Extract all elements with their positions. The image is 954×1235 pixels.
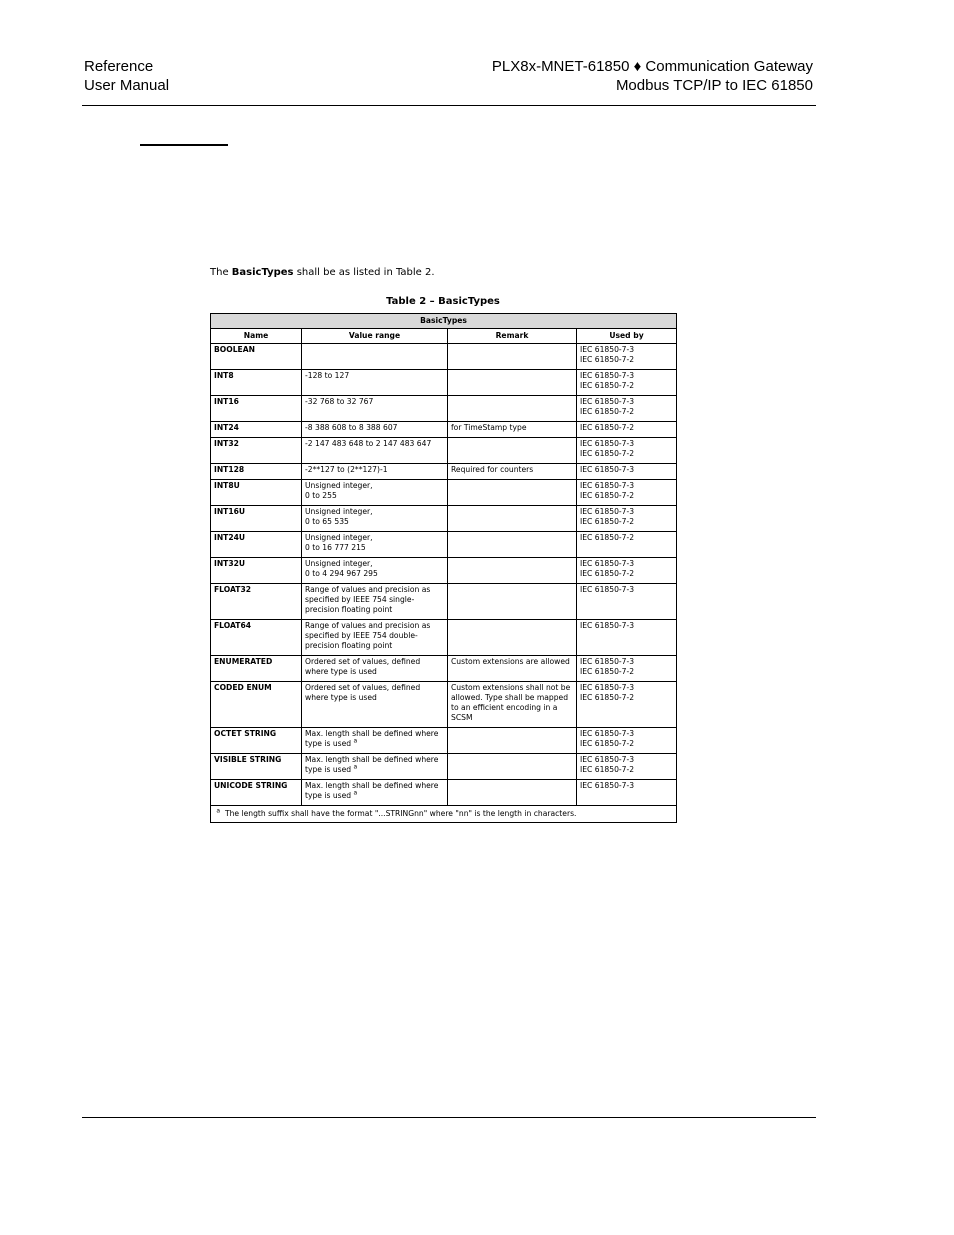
value-range-line (305, 423, 444, 433)
value-range (302, 620, 448, 656)
used-by-text: IEC 61850-7-3 (580, 345, 635, 354)
remark (448, 344, 577, 370)
table-row (211, 620, 677, 656)
used-by-text: IEC 61850-7-2 (580, 693, 635, 702)
used-by-line (580, 569, 673, 579)
used-by-line (580, 407, 673, 417)
remark-text: allowed. Type shall be mapped (451, 693, 569, 702)
value-range (302, 532, 448, 558)
used-by-line (580, 381, 673, 391)
value-range-text: Max. length shall be defined where (305, 781, 439, 790)
value-range-text: -128 to 127 (305, 371, 350, 380)
remark-text: for TimeStamp type (451, 423, 527, 432)
remark (448, 754, 577, 780)
value-range (302, 422, 448, 438)
value-range-line (305, 791, 444, 801)
used-by-text: IEC 61850-7-2 (580, 407, 635, 416)
value-range-text: Range of values and precision as (305, 621, 431, 630)
intro-sentence (210, 267, 435, 278)
type-name: INT24U (211, 532, 302, 558)
remark (448, 656, 577, 682)
used-by-line (580, 439, 673, 449)
value-range-text: specified by IEEE 754 double- (305, 631, 418, 640)
value-range-text: where type is used (305, 667, 377, 676)
table-group-header-row (211, 314, 677, 329)
table-row (211, 344, 677, 370)
table-caption: Table 2 – BasicTypes (386, 296, 500, 307)
header-left (84, 57, 169, 95)
remark-line (451, 683, 573, 693)
value-range-line (305, 491, 444, 501)
value-range-text: Ordered set of values, defined (305, 657, 421, 666)
header-product: PLX8x-MNET-61850 ♦ Communication Gateway (491, 58, 813, 75)
remark (448, 464, 577, 480)
used-by-text: IEC 61850-7-3 (580, 507, 635, 516)
type-name: INT128 (211, 464, 302, 480)
value-range-text: -8 388 608 to 8 388 607 (305, 423, 398, 432)
value-range-line (305, 569, 444, 579)
used-by-line (580, 693, 673, 703)
value-range (302, 438, 448, 464)
used-by-line (580, 371, 673, 381)
value-range-line (305, 543, 444, 553)
value-range (302, 754, 448, 780)
value-range-line (305, 631, 444, 641)
table-row (211, 682, 677, 728)
table-row (211, 558, 677, 584)
value-range-text: Unsigned integer, (305, 481, 373, 490)
remark (448, 480, 577, 506)
value-range-text: precision floating point (305, 641, 393, 650)
table-column-header-row (211, 329, 677, 344)
footnote-text: The length suffix shall have the format "...STRINGnn" where "nn" is the length in characters. (224, 809, 577, 818)
type-name: INT32U (211, 558, 302, 584)
used-by-line (580, 481, 673, 491)
type-name: VISIBLE STRING (211, 754, 302, 780)
value-range-text: Range of values and precision as (305, 585, 431, 594)
value-range-line (305, 397, 444, 407)
value-range-line (305, 729, 444, 739)
used-by-line (580, 765, 673, 775)
remark-text: to an efficient encoding in a (451, 703, 558, 712)
value-range-line (305, 439, 444, 449)
used-by (577, 682, 677, 728)
value-range-text: 0 to 65 535 (305, 517, 349, 526)
value-range-line (305, 585, 444, 595)
value-range-text: type is used (305, 791, 352, 800)
footer-divider (82, 1117, 816, 1118)
value-range-line (305, 481, 444, 491)
remark (448, 506, 577, 532)
remark-line (451, 657, 573, 667)
footnote-marker: a (353, 789, 358, 797)
remark (448, 728, 577, 754)
table-row (211, 754, 677, 780)
value-range (302, 344, 448, 370)
remark-text: SCSM (451, 713, 473, 722)
used-by-line (580, 355, 673, 365)
used-by-text: IEC 61850-7-2 (580, 491, 635, 500)
table-row (211, 656, 677, 682)
value-range-text: Max. length shall be defined where (305, 755, 439, 764)
column-header-name: Name (211, 329, 302, 344)
type-name: INT24 (211, 422, 302, 438)
used-by-text: IEC 61850-7-3 (580, 657, 635, 666)
remark (448, 370, 577, 396)
used-by (577, 464, 677, 480)
remark (448, 558, 577, 584)
remark-line (451, 703, 573, 713)
table-row (211, 506, 677, 532)
value-range-text: Max. length shall be defined where (305, 729, 439, 738)
used-by-text: IEC 61850-7-2 (580, 739, 635, 748)
used-by (577, 438, 677, 464)
remark (448, 682, 577, 728)
table-row (211, 728, 677, 754)
used-by-text: IEC 61850-7-3 (580, 781, 635, 790)
used-by (577, 728, 677, 754)
header-subtitle: Modbus TCP/IP to IEC 61850 (615, 77, 813, 94)
value-range (302, 682, 448, 728)
table-body (211, 344, 677, 823)
used-by-line (580, 533, 673, 543)
type-name: INT16 (211, 396, 302, 422)
type-name: BOOLEAN (211, 344, 302, 370)
type-name: FLOAT64 (211, 620, 302, 656)
type-name: CODED ENUM (211, 682, 302, 728)
used-by-line (580, 755, 673, 765)
remark-text: Required for counters (451, 465, 534, 474)
used-by-text: IEC 61850-7-3 (580, 559, 635, 568)
used-by-line (580, 559, 673, 569)
used-by-line (580, 449, 673, 459)
header-right (492, 57, 813, 95)
type-name: INT8U (211, 480, 302, 506)
remark (448, 584, 577, 620)
used-by-text: IEC 61850-7-3 (580, 439, 635, 448)
table-row (211, 396, 677, 422)
used-by-line (580, 621, 673, 631)
value-range-line (305, 371, 444, 381)
value-range-text: Unsigned integer, (305, 533, 373, 542)
used-by (577, 344, 677, 370)
used-by (577, 506, 677, 532)
used-by-line (580, 683, 673, 693)
value-range (302, 558, 448, 584)
value-range-text: Unsigned integer, (305, 559, 373, 568)
value-range-text: -32 768 to 32 767 (305, 397, 374, 406)
used-by-text: IEC 61850-7-2 (580, 667, 635, 676)
value-range-line (305, 657, 444, 667)
value-range-text: -2**127 to (2**127)-1 (305, 465, 388, 474)
used-by-text: IEC 61850-7-2 (580, 355, 635, 364)
used-by-line (580, 657, 673, 667)
column-header-remark: Remark (448, 329, 577, 344)
table-footnote (211, 806, 677, 823)
type-name: INT16U (211, 506, 302, 532)
used-by-text: IEC 61850-7-2 (580, 569, 635, 578)
used-by (577, 656, 677, 682)
used-by-text: IEC 61850-7-2 (580, 533, 635, 542)
remark-text: Custom extensions are allowed (451, 657, 570, 666)
value-range-text: 0 to 4 294 967 295 (305, 569, 378, 578)
used-by-line (580, 465, 673, 475)
header-divider (82, 105, 816, 106)
footnote-mark: a (216, 807, 221, 815)
value-range-line (305, 559, 444, 569)
remark-line (451, 713, 573, 723)
value-range (302, 396, 448, 422)
value-range-text: Ordered set of values, defined (305, 683, 421, 692)
value-range-line (305, 739, 444, 749)
table-footnote-row (211, 806, 677, 823)
value-range-text: type is used (305, 765, 352, 774)
value-range-line (305, 765, 444, 775)
footnote-marker: a (353, 763, 358, 771)
table-row (211, 532, 677, 558)
table-row (211, 370, 677, 396)
value-range-line (305, 595, 444, 605)
value-range (302, 728, 448, 754)
value-range-text: Unsigned integer, (305, 507, 373, 516)
column-header-used-by: Used by (577, 329, 677, 344)
used-by-text: IEC 61850-7-3 (580, 371, 635, 380)
used-by-text: IEC 61850-7-3 (580, 755, 635, 764)
used-by-text: IEC 61850-7-3 (580, 397, 635, 406)
used-by-text: IEC 61850-7-3 (580, 585, 635, 594)
value-range-text: specified by IEEE 754 single- (305, 595, 415, 604)
remark-line (451, 423, 573, 433)
column-header-value-range: Value range (302, 329, 448, 344)
footnote-marker: a (353, 737, 358, 745)
used-by-line (580, 517, 673, 527)
table-row (211, 422, 677, 438)
used-by (577, 370, 677, 396)
remark (448, 422, 577, 438)
used-by (577, 422, 677, 438)
value-range-text: -2 147 483 648 to 2 147 483 647 (305, 439, 432, 448)
value-range-line (305, 621, 444, 631)
used-by-line (580, 491, 673, 501)
value-range-line (305, 683, 444, 693)
used-by-line (580, 729, 673, 739)
used-by-text: IEC 61850-7-3 (580, 729, 635, 738)
table-row (211, 480, 677, 506)
value-range-text: where type is used (305, 693, 377, 702)
used-by (577, 396, 677, 422)
remark (448, 532, 577, 558)
value-range (302, 464, 448, 480)
used-by-text: IEC 61850-7-2 (580, 765, 635, 774)
used-by-line (580, 585, 673, 595)
value-range (302, 506, 448, 532)
used-by-line (580, 507, 673, 517)
table-row (211, 780, 677, 806)
remark (448, 780, 577, 806)
table-row (211, 584, 677, 620)
value-range (302, 780, 448, 806)
value-range-line (305, 507, 444, 517)
used-by-line (580, 739, 673, 749)
value-range (302, 480, 448, 506)
value-range-line (305, 605, 444, 615)
type-name: INT32 (211, 438, 302, 464)
value-range-line (305, 781, 444, 791)
type-name: OCTET STRING (211, 728, 302, 754)
value-range-line (305, 693, 444, 703)
value-range (302, 584, 448, 620)
remark (448, 396, 577, 422)
value-range-line (305, 755, 444, 765)
value-range-text: 0 to 255 (305, 491, 337, 500)
value-range-text: type is used (305, 739, 352, 748)
used-by (577, 480, 677, 506)
type-name: FLOAT32 (211, 584, 302, 620)
used-by-text: IEC 61850-7-3 (580, 683, 635, 692)
used-by (577, 754, 677, 780)
remark-text: Custom extensions shall not be (451, 683, 571, 692)
value-range-line (305, 667, 444, 677)
used-by (577, 584, 677, 620)
type-name: ENUMERATED (211, 656, 302, 682)
used-by-text: IEC 61850-7-2 (580, 423, 635, 432)
used-by-line (580, 423, 673, 433)
section-rule (140, 144, 228, 146)
remark-line (451, 693, 573, 703)
remark (448, 620, 577, 656)
table-row (211, 438, 677, 464)
value-range (302, 656, 448, 682)
value-range (302, 370, 448, 396)
value-range-line (305, 533, 444, 543)
type-name: UNICODE STRING (211, 780, 302, 806)
used-by-text: IEC 61850-7-3 (580, 621, 635, 630)
used-by-text: IEC 61850-7-3 (580, 465, 635, 474)
used-by-line (580, 667, 673, 677)
used-by-line (580, 397, 673, 407)
value-range-line (305, 465, 444, 475)
intro-bold-term: BasicTypes (231, 267, 294, 278)
remark-line (451, 465, 573, 475)
used-by-line (580, 345, 673, 355)
value-range-text: 0 to 16 777 215 (305, 543, 366, 552)
type-name: INT8 (211, 370, 302, 396)
used-by-line (580, 781, 673, 791)
basictypes-table (210, 313, 677, 823)
used-by (577, 780, 677, 806)
used-by-text: IEC 61850-7-3 (580, 481, 635, 490)
table-group-header: BasicTypes (211, 314, 677, 329)
intro-suffix: shall be as listed in Table 2. (293, 267, 435, 278)
used-by (577, 620, 677, 656)
used-by (577, 558, 677, 584)
value-range-text: precision floating point (305, 605, 393, 614)
table-row (211, 464, 677, 480)
header-doc-type: User Manual (84, 77, 170, 94)
used-by-text: IEC 61850-7-2 (580, 381, 635, 390)
used-by-text: IEC 61850-7-2 (580, 517, 635, 526)
header-section: Reference (84, 58, 154, 75)
intro-prefix: The (210, 267, 232, 278)
value-range-line (305, 641, 444, 651)
used-by (577, 532, 677, 558)
remark (448, 438, 577, 464)
used-by-text: IEC 61850-7-2 (580, 449, 635, 458)
value-range-line (305, 517, 444, 527)
